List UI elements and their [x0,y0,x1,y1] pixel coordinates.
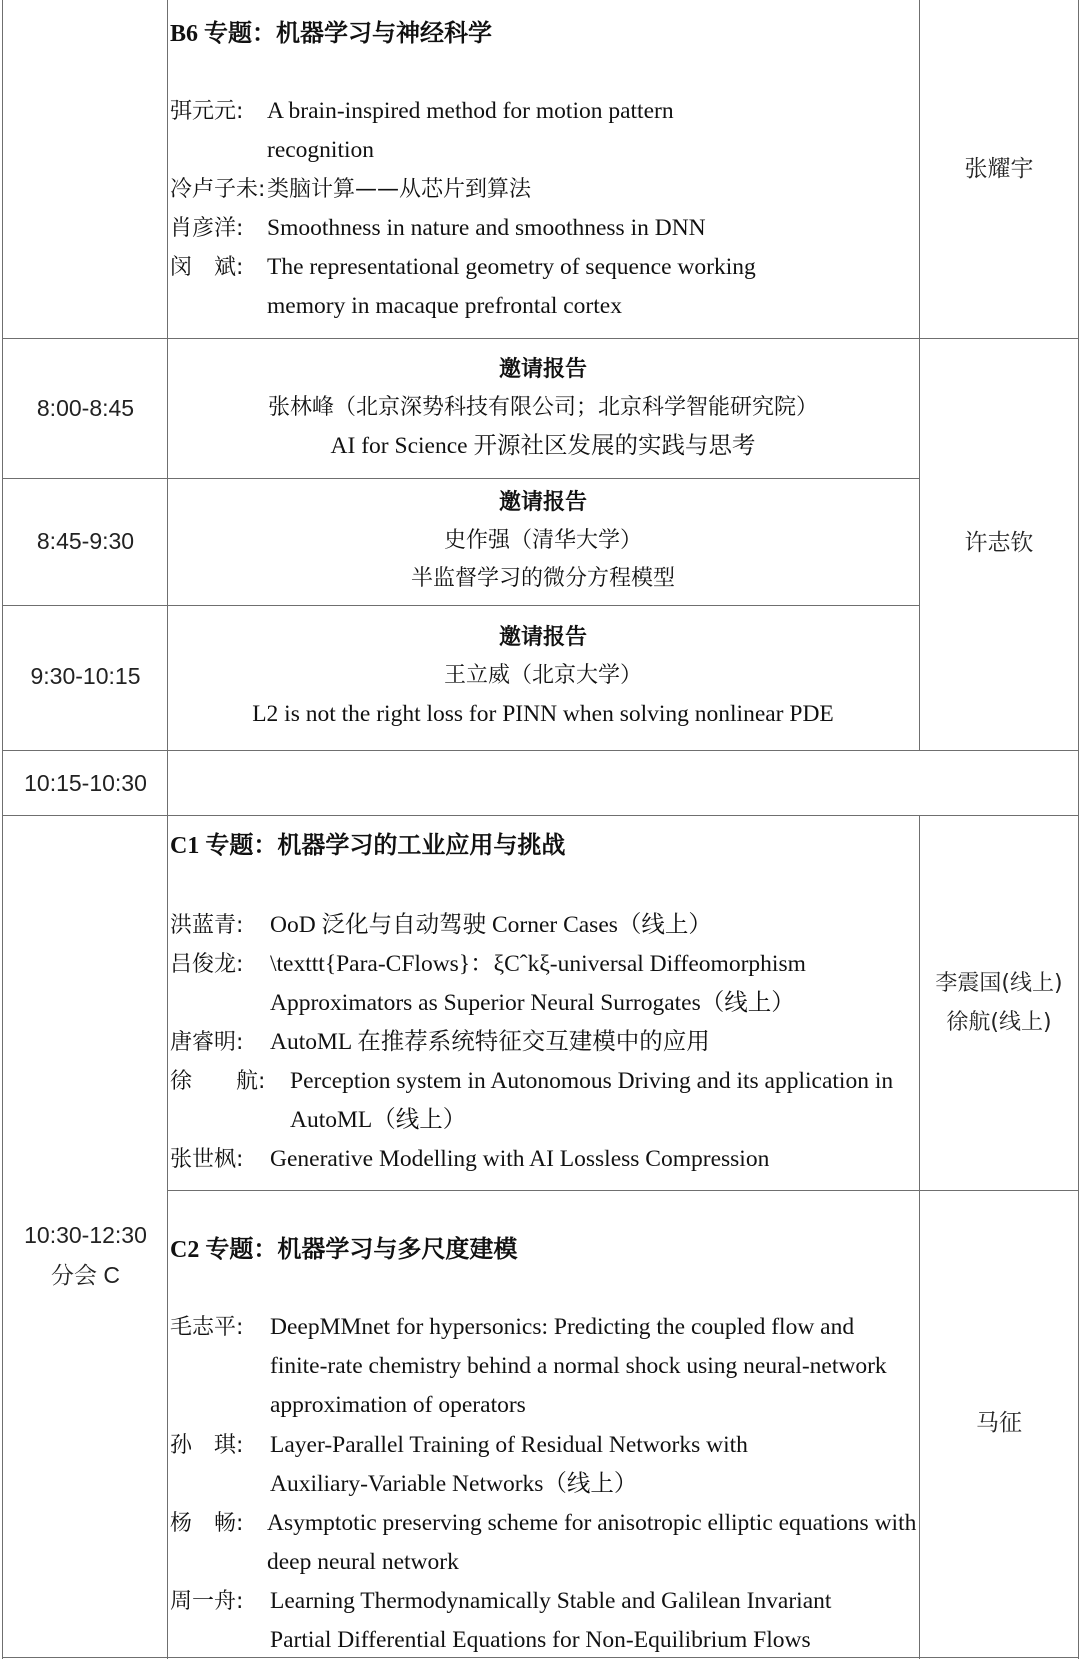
row-divider [2,478,919,479]
invited-talk [167,484,919,598]
invited-heading: 邀请报告 [498,357,587,382]
speaker-name: 毛志平: [170,1315,244,1340]
speaker-name: 杨 畅: [170,1511,244,1536]
invited-heading: 邀请报告 [498,625,587,650]
talk-item [170,92,930,170]
session-title-c1: C1 专题：机器学习的工业应用与挑战 [170,833,566,859]
talk-title: DeepMMnet for hypersonics: Predicting the coupled flow and finite-rate chemistry behind a normal shock using neural-network approximation of operators [270,1314,887,1418]
talk-item [170,1426,930,1504]
time-slot: 9:30-10:15 [30,663,141,689]
speaker-name: 张世枫: [170,1147,244,1172]
row-divider [2,338,1079,339]
time-slot: 8:00-8:45 [36,395,135,421]
invited-title: 半监督学习的微分方程模型 [410,566,675,591]
talk-title: \texttt{Para-CFlows}：ξCˆkξ-universal Diffeomorphism Approximators as Superior Neural Surrogates（线上） [270,951,806,1016]
invited-speaker: 史作强（清华大学） [443,528,642,553]
row-divider [2,815,1079,816]
talk-title: Layer-Parallel Training of Residual Networks with Auxiliary-Variable Networks（线上） [270,1432,748,1497]
session-c-label: 分会 C [51,1262,120,1288]
speaker-name: 吕俊龙: [170,952,244,977]
host-name-c1: 李震国(线上) [935,971,1063,996]
invited-talk [167,351,919,465]
talk-item [170,209,930,248]
speaker-name: 洪蓝青: [170,913,244,938]
row-divider [2,750,1079,751]
speaker-name: 肖彦洋: [170,216,244,241]
time-slot: 8:45-9:30 [36,528,135,554]
talk-item [170,248,930,326]
row-divider [167,1190,1079,1191]
talk-item [170,906,930,945]
host-name-b6: 张耀宇 [964,156,1034,182]
speaker-name: 唐睿明: [170,1030,244,1055]
session-title-b6: B6 专题：机器学习与神经科学 [170,21,493,47]
talk-item [170,1140,930,1179]
talk-title: The representational geometry of sequence working memory in macaque prefrontal cortex [267,254,756,319]
talk-title: Smoothness in nature and smoothness in DNN [267,215,706,241]
talk-item [170,945,930,1023]
host-name-invited: 许志钦 [964,530,1034,556]
invited-talk [167,619,919,733]
talk-title: A brain-inspired method for motion pattern recognition [267,98,674,163]
invited-speaker: 张林峰（北京深势科技有限公司；北京科学智能研究院） [267,395,818,420]
talk-item [170,1582,930,1660]
col-divider-time [167,0,168,1659]
session-title-c2: C2 专题：机器学习与多尺度建模 [170,1237,518,1263]
speaker-name: 周一舟: [170,1589,244,1614]
speaker-name: 弭元元: [170,99,244,124]
time-slot-session-c: 10:30-12:30 [24,1222,147,1248]
talk-title: Asymptotic preserving scheme for anisotropic elliptic equations with deep neural network [267,1510,917,1575]
speaker-name: 孙 琪: [170,1433,244,1458]
talk-item [170,1062,930,1140]
row-divider [2,605,919,606]
talk-item [170,170,930,209]
invited-title: L2 is not the right loss for PINN when solving nonlinear PDE [252,701,834,727]
break-time: 10:15-10:30 [24,770,147,796]
talk-item [170,1504,930,1582]
talk-title: OoD 泛化与自动驾驶 Corner Cases（线上） [270,912,712,938]
talk-title: Generative Modelling with AI Lossless Compression [270,1146,770,1172]
host-name-c1: 徐航(线上) [946,1010,1052,1035]
speaker-name: 冷卢子未: [170,177,266,202]
invited-heading: 邀请报告 [498,490,587,515]
table-left-border [2,0,3,1659]
talk-title: Learning Thermodynamically Stable and Galilean Invariant Partial Differential Equations for Non-Equilibrium Flows [270,1588,832,1653]
talk-title: 类脑计算——从芯片到算法 [267,177,532,202]
talk-title: AutoML 在推荐系统特征交互建模中的应用 [270,1029,710,1055]
speaker-name: 闵 斌: [170,255,244,280]
talk-item [170,1023,930,1062]
speaker-name: 徐 航: [170,1069,266,1094]
talk-item [170,1308,930,1425]
invited-title: AI for Science 开源社区发展的实践与思考 [330,433,756,459]
host-name-c2: 马征 [976,1410,1022,1436]
invited-speaker: 王立威（北京大学） [443,663,642,688]
talk-title: Perception system in Autonomous Driving and its application in AutoML（线上） [290,1068,894,1133]
